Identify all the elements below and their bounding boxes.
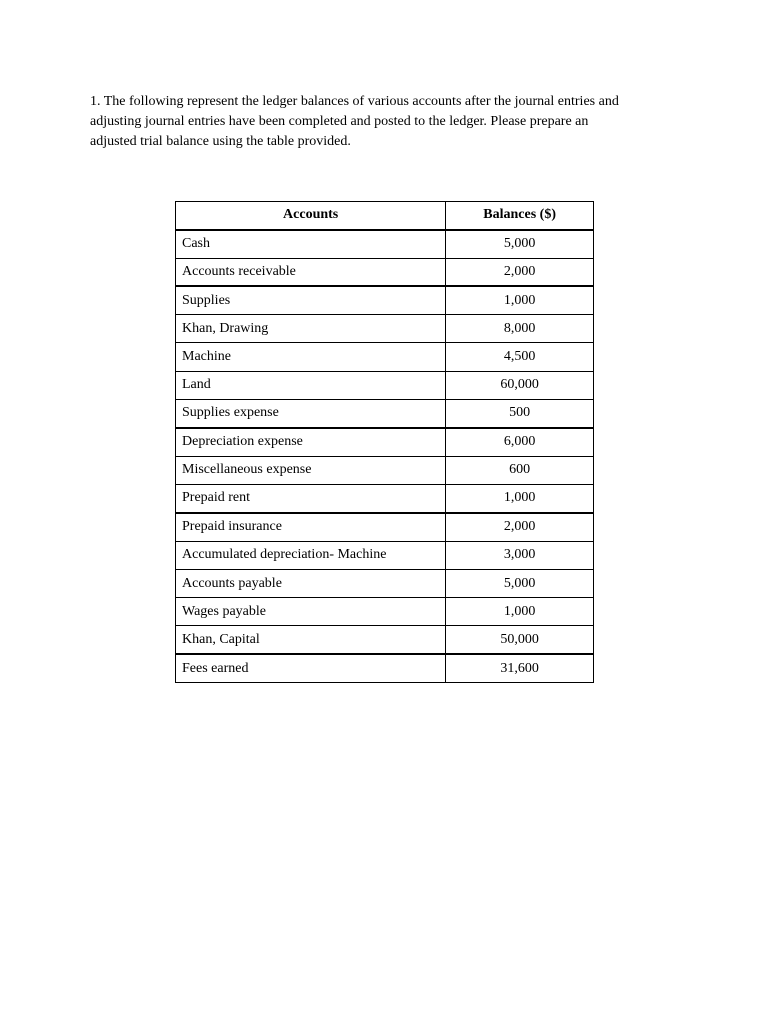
table-row: [176, 541, 594, 569]
table-row: [176, 258, 594, 286]
question-line: 1. The following represent the ledger balances of various accounts after the journal entries and: [90, 94, 619, 109]
balance-cell: 8,000: [446, 315, 594, 343]
table-row: [176, 484, 594, 512]
table-row: [176, 371, 594, 399]
table-row: [176, 626, 594, 654]
balance-cell: 60,000: [446, 371, 594, 399]
account-name-cell: Cash: [176, 230, 446, 258]
account-name-cell: Supplies: [176, 286, 446, 314]
question-line: adjusting journal entries have been completed and posted to the ledger. Please prepare an: [90, 114, 589, 129]
account-name-cell: Machine: [176, 343, 446, 371]
balance-cell: 3,000: [446, 541, 594, 569]
account-name-cell: Prepaid rent: [176, 484, 446, 512]
account-name-cell: Khan, Capital: [176, 626, 446, 654]
table-row: [176, 230, 594, 258]
balance-cell: 600: [446, 456, 594, 484]
table-row: [176, 513, 594, 541]
balance-cell: 31,600: [446, 654, 594, 682]
question-line: adjusted trial balance using the table provided.: [90, 134, 351, 149]
balance-cell: 1,000: [446, 598, 594, 626]
balance-cell: 2,000: [446, 513, 594, 541]
balance-cell: 50,000: [446, 626, 594, 654]
account-name-cell: Prepaid insurance: [176, 513, 446, 541]
account-name-cell: Supplies expense: [176, 400, 446, 428]
balance-cell: 5,000: [446, 569, 594, 597]
account-name-cell: Wages payable: [176, 598, 446, 626]
table-row: [176, 569, 594, 597]
table-row: [176, 343, 594, 371]
account-name-cell: Miscellaneous expense: [176, 456, 446, 484]
ledger-balances-table: [175, 201, 594, 683]
table-row: [176, 654, 594, 682]
table-row: [176, 456, 594, 484]
table-row: [176, 286, 594, 314]
accounts-column-header: Accounts: [176, 202, 446, 230]
balance-cell: 1,000: [446, 286, 594, 314]
table-row: [176, 400, 594, 428]
account-name-cell: Fees earned: [176, 654, 446, 682]
balance-cell: 1,000: [446, 484, 594, 512]
balance-cell: 4,500: [446, 343, 594, 371]
account-name-cell: Accounts payable: [176, 569, 446, 597]
account-name-cell: Accumulated depreciation- Machine: [176, 541, 446, 569]
account-name-cell: Accounts receivable: [176, 258, 446, 286]
account-name-cell: Depreciation expense: [176, 428, 446, 456]
table-row: [176, 598, 594, 626]
balances-column-header: Balances ($): [446, 202, 594, 230]
balance-cell: 6,000: [446, 428, 594, 456]
balance-cell: 500: [446, 400, 594, 428]
table-row: [176, 428, 594, 456]
table-header-row: [176, 202, 594, 230]
account-name-cell: Land: [176, 371, 446, 399]
account-name-cell: Khan, Drawing: [176, 315, 446, 343]
question-text: [90, 92, 680, 152]
balance-cell: 2,000: [446, 258, 594, 286]
table-row: [176, 315, 594, 343]
balance-cell: 5,000: [446, 230, 594, 258]
